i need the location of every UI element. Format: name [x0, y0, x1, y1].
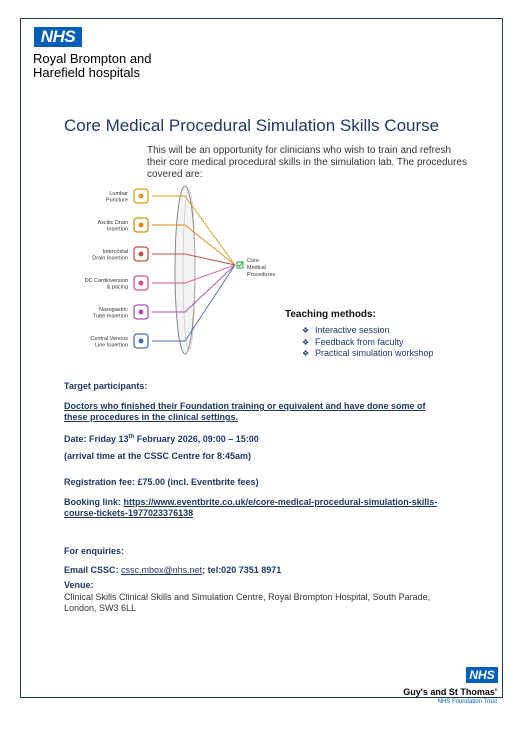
diamond-bullet-icon: ❖	[302, 337, 310, 347]
heart-pulse-icon	[134, 276, 148, 290]
procedure-label: Ascitic Drain	[97, 220, 128, 226]
course-title: Core Medical Procedural Simulation Skills Course	[64, 116, 440, 135]
procedures-diagram	[60, 180, 300, 360]
procedure-label: & pacing	[106, 284, 128, 291]
email-line: Email CSSC: cssc.mbox@nhs.net; tel:020 7351 8971	[64, 565, 282, 575]
teaching-methods-heading: Teaching methods:	[285, 309, 376, 320]
booking-link[interactable]: https://www.eventbrite.co.uk/e/core-medical-procedural-simulation-skills-	[123, 497, 438, 507]
nhs-logo: NHS	[34, 27, 82, 47]
registration-fee: Registration fee: £75.00 (incl. Eventbrite fees)	[64, 477, 259, 487]
list-item: ❖ Feedback from faculty	[302, 336, 404, 347]
course-date: Date: Friday 13th February 2026, 09:00 – 15:00	[64, 434, 259, 444]
gst-nhs-logo: NHS	[466, 667, 498, 683]
teaching-methods-list	[302, 325, 434, 360]
list-item: ❖ Interactive session	[302, 325, 390, 335]
target-heading: Target participants:	[64, 381, 148, 391]
email-link[interactable]: cssc.mbox@nhs.net	[121, 565, 203, 575]
procedure-label: Puncture	[105, 197, 128, 204]
check-icon	[238, 263, 243, 267]
chest-drain-icon	[134, 247, 148, 261]
diamond-bullet-icon: ❖	[302, 326, 310, 335]
procedure-label: DC Cardioversion	[84, 278, 128, 284]
procedure-label: Insertion	[106, 226, 128, 233]
arrival-time: (arrival time at the CSSC Centre for 8:45am)	[64, 451, 252, 461]
diamond-bullet-icon: ❖	[302, 349, 310, 358]
procedure-label: Nasogastric	[98, 307, 128, 313]
stomach-icon	[134, 305, 148, 319]
booking-info	[64, 497, 437, 519]
org-name-line-2: Harefield hospitals	[33, 65, 140, 80]
venue-address: Clinical Skills Clinical Skills and Simulation Centre, Royal Brompton Hospital, South Parade, London, SW3 6LL	[64, 592, 431, 613]
gst-trust-name: Guy's and St Thomas'	[403, 687, 497, 697]
intro-paragraph: This will be an opportunity for clinicians who wish to train and refresh their core medical procedural skills in the simulation lab. The procedures covered are:	[147, 145, 467, 180]
booking-label: Booking link:	[64, 497, 124, 507]
procedure-label: Drain Insertion	[92, 255, 128, 262]
catheter-icon	[134, 334, 148, 348]
procedure-label: Central Venous	[90, 336, 128, 342]
center-label-2: Medical	[247, 265, 266, 271]
center-label-1: Core	[247, 258, 259, 264]
procedure-label: Lumbar	[109, 191, 128, 197]
procedure-label: Intercostal	[102, 249, 128, 255]
spine-icon	[134, 189, 148, 203]
procedure-label: Line Insertion	[94, 342, 128, 349]
organisation-name	[33, 52, 152, 80]
gst-trust-subtitle: NHS Foundation Trust	[437, 699, 497, 705]
list-item: ❖ Practical simulation workshop	[302, 348, 434, 358]
procedure-label: Tube Insertion	[93, 313, 128, 320]
org-name-line-1: Royal Brompton and	[33, 51, 152, 66]
enquiries-heading: For enquiries:	[64, 546, 125, 556]
target-description: Doctors who finished their Foundation training or equivalent and have done some of these procedures in the clinical settings.	[64, 401, 426, 422]
drain-bag-icon	[134, 218, 148, 232]
center-label-3: Procedures	[247, 272, 276, 278]
booking-link-continued[interactable]: course-tickets-1977023376138	[64, 508, 194, 518]
venue-heading: Venue:	[64, 580, 94, 590]
